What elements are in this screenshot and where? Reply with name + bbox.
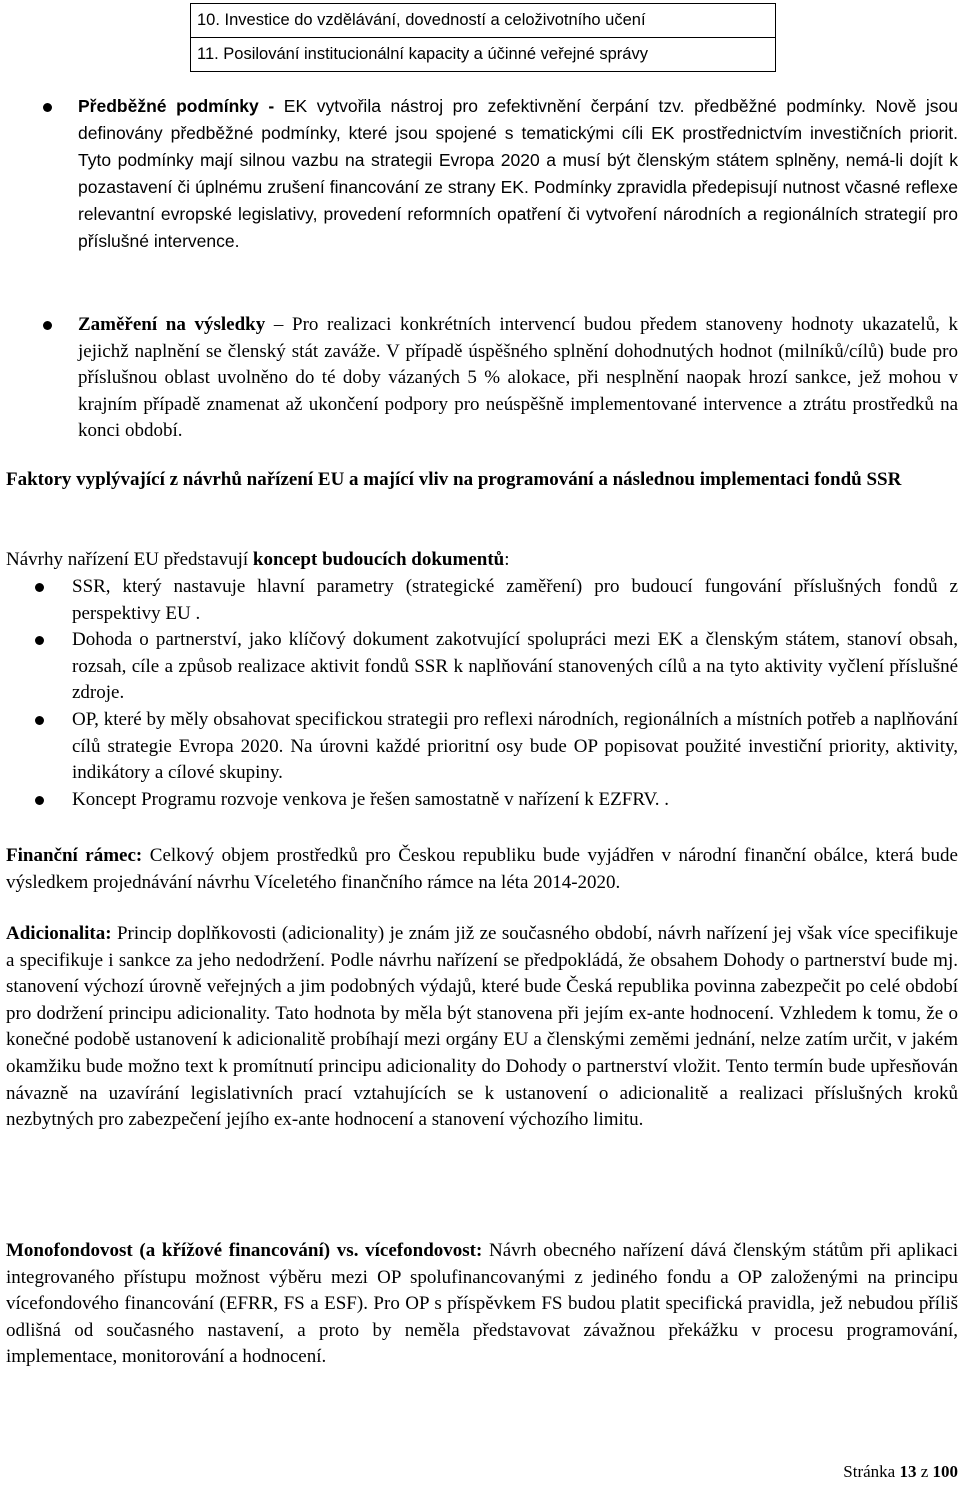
- paragraph-title: Finanční rámec:: [6, 845, 143, 866]
- adicionalita-paragraph: [6, 921, 958, 1134]
- paragraph-text: Návrh obecného nařízení dává členským státům při aplikaci integrovaného přístupu možnost výběru mezi OP spolufinancovanými z jediného fondu a OP založenými na principu vícefondového financování (EFRR, FS a ESF). Pro OP s příspěvkem FS budou platit specifická pravidla, jež nebudou příliš odlišná od současného nastavení, a proto by neměla představovat závažnou překážku v procesu programování, implementace, monitorování a hodnocení.: [6, 1240, 958, 1368]
- intro-bold: koncept budoucích dokumentů: [252, 549, 505, 570]
- item-text: Dohoda o partnerství, jako klíčový dokument zakotvující spolupráci mezi EK a členským státem, stanoví obsah, rozsah, cíle a způsob realizace aktivit fondů SSR k naplňování stanovených cílů a na tyto aktivity vyčlení příslušné zdroje.: [72, 629, 958, 704]
- bullet-list-results: [0, 312, 960, 445]
- list-item: [0, 627, 960, 707]
- bullet-icon: [35, 716, 44, 725]
- bullet-icon: [35, 636, 44, 645]
- page-number: 13: [899, 1462, 917, 1481]
- paragraph-text: Princip doplňkovosti (adicionality) je znám již ze současného období, návrh nařízení jej však více specifikuje a specifikuje i sankce za jeho nedodržení. Podle návrhu nařízení se předpokládá, že obsahem Dohody o partnerství bude mj. stanovení výchozí úrovně veřejných a jim podobných výdajů, které bude Česká republika povinna zabezpečit po celé období pro dodržení principu adicionality. Tato hodnota by měla být stanovena při jejím ex-ante hodnocení. Vzhledem k tomu, že o konečné podobě ustanovení k adicionalitě probíhají mezi orgány EU a členskými zeměmi jednání, nelze zatím určit, v jakém okamžiku bude možno text k promítnutí principu adicionality do Dohody o partnerství vložit. Tento termín bude upřesňován návazně na uzavírání legislativních prací vztahujících se k ustanovení o adicionalitě a realizaci příslušných kroků nezbytných pro zabezpečení jejího ex-ante hodnocení a stanovení výchozího limitu.: [6, 923, 958, 1131]
- item-text: SSR, který nastavuje hlavní parametry (strategické zaměření) pro budoucí fungování příslušných fondů z perspektivy EU .: [72, 576, 958, 624]
- footer-middle: z: [916, 1462, 933, 1481]
- item-title: Předběžné podmínky -: [78, 96, 275, 116]
- paragraph-text: Celkový objem prostředků pro Českou republiku bude vyjádřen v národní finanční obálce, která bude výsledkem projednávání návrhu Víceletého finančního rámce na léta 2014-2020.: [6, 845, 958, 893]
- list-item: [0, 93, 960, 255]
- section-heading: Faktory vyplývající z návrhů nařízení EU a mající vliv na programování a následnou implementaci fondů SSR: [6, 469, 902, 490]
- list-item: [0, 312, 960, 445]
- item-text: OP, které by měly obsahovat specifickou strategii pro reflexi národních, regionálních a místních potřeb a naplňování cílů strategie Evropa 2020. Na úrovni každé prioritní osy bude OP popisovat použité investiční priority, aktivity, indikátory a cílové skupiny.: [72, 708, 958, 784]
- bullet-icon: [35, 796, 44, 805]
- list-item: [0, 787, 960, 814]
- page-total: 100: [932, 1462, 958, 1481]
- intro-paragraph: [6, 547, 958, 574]
- table-row: [191, 38, 776, 72]
- table-cell: 10. Investice do vzdělávání, dovedností a celoživotního učení: [191, 4, 776, 38]
- table-cell: 11. Posilování institucionální kapacity a účinné veřejné správy: [191, 38, 776, 72]
- priority-table: [190, 3, 776, 72]
- footer-prefix: Stránka: [843, 1462, 900, 1481]
- item-text: – Pro realizaci konkrétních intervencí budou předem stanoveny hodnoty ukazatelů, k jejichž naplnění se členský stát zaváže. V případě úspěšného splnění dohodnutých hodnot (milníků/cílů) bude pro příslušnou oblast uvolněno do té doby vázaných 5 % alokace, při nesplnění naopak hrozí sankce, jež mohou v krajním případě znamenat až ukončení podpory pro neúspěšně implementované intervence a ztrátu prostředků na konci období.: [78, 314, 958, 442]
- paragraph-title: Monofondovost (a křížové financování) vs. vícefondovost:: [6, 1240, 483, 1261]
- monofondovost-paragraph: [6, 1238, 958, 1371]
- bullet-icon: [43, 103, 52, 112]
- intro-end: :: [504, 549, 510, 570]
- table-row: [191, 4, 776, 38]
- bullet-list-top: [0, 93, 960, 255]
- item-text: EK vytvořila nástroj pro zefektivnění čerpání tzv. předběžné podmínky. Nově jsou definovány předběžné podmínky, které jsou spojené s tematickými cíli EK prostřednictvím investičních priorit. Tyto podmínky mají silnou vazbu na strategii Evropa 2020 a musí být členským státem splněny, nemá-li dojít k pozastavení či úplnému zrušení financování ze strany EK. Podmínky zpravidla předepisují nutnost včasné reflexe relevantní evropské legislativy, provedení reformních opatření či vytvoření národních a regionálních strategií pro příslušné intervence.: [78, 96, 959, 251]
- list-item: [0, 707, 960, 787]
- bullet-icon: [43, 321, 52, 330]
- intro-text: Návrhy nařízení EU představují: [6, 549, 253, 570]
- bullet-icon: [35, 583, 44, 592]
- page-footer: [843, 1462, 958, 1482]
- bullet-list-documents: [0, 574, 960, 813]
- list-item: [0, 574, 960, 627]
- financni-ramec-paragraph: [6, 843, 958, 896]
- paragraph-title: Adicionalita:: [6, 923, 112, 944]
- item-text: Koncept Programu rozvoje venkova je řešen samostatně v nařízení k EZFRV. .: [72, 788, 669, 810]
- item-title: Zaměření na výsledky: [78, 314, 266, 335]
